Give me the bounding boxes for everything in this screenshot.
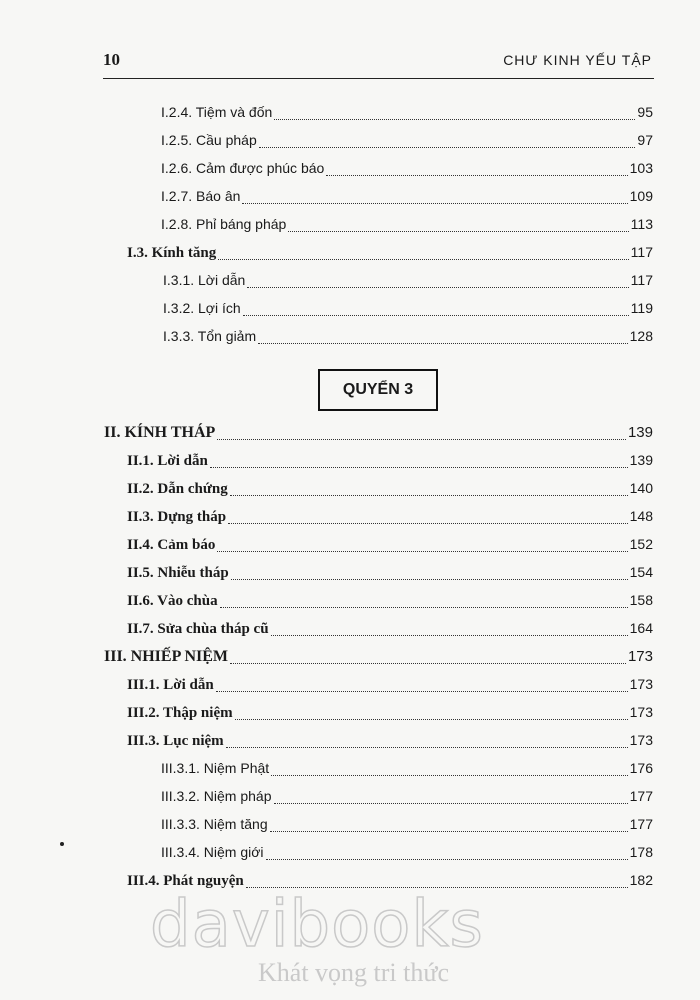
toc-entry-label: II.4. Cảm báo (127, 537, 216, 553)
toc-entry-page: 178 (629, 844, 653, 860)
dot-leader (270, 831, 628, 832)
toc-entry (163, 272, 653, 292)
dot-leader (210, 467, 628, 468)
toc-entry (161, 160, 653, 180)
toc-entry-page: 139 (627, 424, 653, 441)
toc-entry-label: II.2. Dẫn chứng (127, 481, 228, 497)
dot-leader (288, 231, 628, 232)
toc-entry (161, 760, 653, 780)
dot-leader (228, 523, 628, 524)
toc-entry-page: 119 (630, 300, 653, 316)
dot-leader (243, 315, 629, 316)
toc-entry (163, 300, 653, 320)
toc-entry-page: 154 (629, 564, 653, 580)
toc-entry-page: 177 (629, 788, 653, 804)
toc-entry-label: III.3.3. Niệm tăng (161, 816, 268, 832)
toc-entry (127, 244, 653, 264)
toc-entry (163, 328, 653, 348)
toc-entry (127, 732, 653, 752)
toc-entry (127, 508, 653, 528)
toc-entry-label: I.2.5. Cầu pháp (161, 132, 257, 148)
toc-entry-page: 128 (629, 328, 653, 344)
dot-leader (247, 287, 628, 288)
dot-leader (226, 747, 628, 748)
toc-entry (161, 132, 653, 152)
toc-entry-label: III. NHIẾP NIỆM (104, 648, 229, 665)
dot-leader (218, 259, 628, 260)
toc-entry-label: III.2. Thập niệm (127, 705, 233, 721)
toc-entry (127, 620, 653, 640)
toc-entry (127, 564, 653, 584)
volume-heading: QUYỂN 3 (342, 381, 414, 398)
toc-entry-page: 95 (637, 104, 653, 120)
dot-leader (259, 147, 636, 148)
toc-entry-label: I.2.6. Cảm được phúc báo (161, 160, 325, 176)
running-head: CHƯ KINH YẾU TẬP (503, 52, 652, 68)
toc-entry-page: 103 (629, 160, 653, 176)
toc-entry-page: 117 (630, 272, 653, 288)
dot-leader (258, 343, 628, 344)
toc-entry (127, 704, 653, 724)
toc-entry-page: 152 (629, 536, 653, 552)
toc-entry-page: 176 (629, 760, 653, 776)
toc-entry-label: II.1. Lời dẫn (127, 453, 208, 469)
toc-entry-page: 173 (629, 704, 653, 720)
toc-entry-label: III.3.1. Niệm Phật (161, 760, 270, 776)
toc-entry-label: I.3.1. Lời dẫn (163, 272, 246, 288)
dot-leader (271, 635, 628, 636)
volume-heading-box (318, 369, 438, 411)
page-number: 10 (103, 50, 120, 69)
toc-entry-label: II.7. Sửa chùa tháp cũ (127, 621, 269, 637)
dot-leader (217, 439, 626, 440)
dot-leader (266, 859, 628, 860)
toc-entry-page: 164 (629, 620, 653, 636)
dot-leader (230, 495, 628, 496)
dot-leader (271, 775, 627, 776)
toc-entry-label: III.3.4. Niệm giới (161, 844, 264, 860)
toc-entry (104, 648, 653, 668)
toc-entry-page: 140 (629, 480, 653, 496)
toc-entry (127, 536, 653, 556)
toc-entry-page: 158 (629, 592, 653, 608)
toc-entry-page: 177 (629, 816, 653, 832)
toc-entry-label: II. KÍNH THÁP (104, 424, 216, 441)
toc-entry-page: 97 (637, 132, 653, 148)
toc-entry-page: 173 (627, 648, 653, 665)
dot-leader (217, 551, 627, 552)
toc-entry-page: 113 (630, 216, 653, 232)
toc-entry (127, 592, 653, 612)
dot-leader (326, 175, 627, 176)
toc-entry (161, 788, 653, 808)
toc-entry-label: I.3.2. Lợi ích (163, 300, 241, 316)
dot-leader (230, 663, 626, 664)
toc-entry (127, 452, 653, 472)
toc-entry (161, 188, 653, 208)
toc-entry-label: II.5. Nhiễu tháp (127, 565, 229, 581)
toc-entry-page: 117 (630, 244, 653, 260)
toc-entry-label: I.3. Kính tăng (127, 245, 217, 261)
toc-entry-label: I.3.3. Tổn giảm (163, 328, 257, 344)
toc-entry-page: 173 (629, 676, 653, 692)
dot-leader (242, 203, 627, 204)
dot-leader (235, 719, 628, 720)
toc-entry (127, 480, 653, 500)
toc-entry (161, 816, 653, 836)
dot-leader (216, 691, 628, 692)
toc-entry-label: II.6. Vào chùa (127, 593, 218, 609)
toc-entry (161, 844, 653, 864)
toc-entry-page: 173 (629, 732, 653, 748)
toc-entry (104, 424, 653, 444)
toc-entry-label: I.2.4. Tiệm và đốn (161, 104, 273, 120)
dot-leader (231, 579, 628, 580)
toc-entry-label: III.1. Lời dẫn (127, 677, 214, 693)
toc-entry (127, 676, 653, 696)
toc-entry (161, 104, 653, 124)
toc-entry-page: 109 (629, 188, 653, 204)
watermark-slogan: Khát vọng tri thức (258, 958, 450, 987)
dot-leader (274, 803, 628, 804)
watermark-logo: davibooks (150, 888, 484, 962)
toc-entry-label: I.2.7. Báo ân (161, 188, 241, 204)
toc-entry-page: 148 (629, 508, 653, 524)
dot-leader (220, 607, 628, 608)
dot-leader (274, 119, 635, 120)
toc-entry-label: II.3. Dựng tháp (127, 509, 227, 525)
toc-entry-page: 182 (629, 872, 653, 888)
toc-entry-label: III.3.2. Niệm pháp (161, 788, 272, 804)
toc-entry-label: I.2.8. Phỉ báng pháp (161, 216, 287, 232)
toc-entry-label: III.3. Lục niệm (127, 733, 224, 749)
toc-entry (161, 216, 653, 236)
toc-entry-page: 139 (629, 452, 653, 468)
stray-dot (60, 842, 64, 846)
toc-entry-label: III.4. Phát nguyện (127, 873, 244, 889)
